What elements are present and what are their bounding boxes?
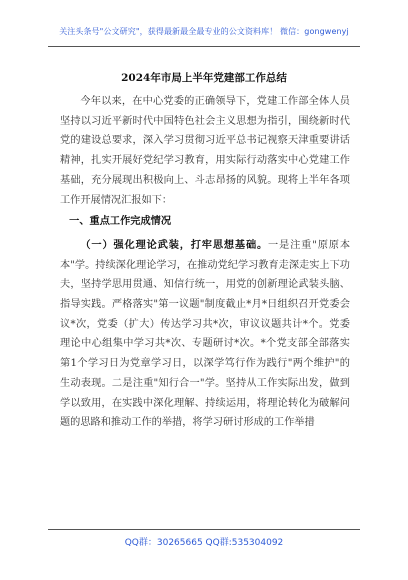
qq-group-footer: QQ群：30265665 QQ群:535304092 [124,538,284,548]
subsection-paragraph [60,236,350,433]
subsection-body: 一是注重"原原本本"学。持续深化理论学习，在推动党纪学习教育走深走实上下功夫，坚持学思用贯通、知信行统一，用党的创新理论武装头脑、指导实践。严格落实"第一议题"制度截止*月*日组织召开党委会议*次，党委（扩大）传达学习共*次，审议议题共计*个。党委理论中心组集中学习共*次、专题研讨*次。*个党支部全部落实第1个学习日为党章学习日，以深学笃行作为践行"两个维护"的生动表现。二是注重"知行合一"学。坚持从工作实际出发，做到学以致用，在实践中深化理解、持续运用，将理论转化为破解问题的思路和推动工作的举措，将学习研讨形成的工作举措 [60,239,351,429]
intro-paragraph: 今年以来，在中心党委的正确领导下，党建工作部全体人员坚持以习近平新时代中国特色社会主义思想为指引，围绕新时代党的建设总要求，深入学习贯彻习近平总书记视察天津重要讲话精神，扎实开展好党纪学习教育，用实际行动落实中心党建工作基础，充分展现出积极向上、斗志昂扬的风貌。现将上半年各项工作开展情况汇报如下： [60,96,350,206]
promo-header: 关注头条号"公文研究"，获得最新最全最专业的公文资料库！ 微信：gongwenyj [59,27,349,36]
document-body [60,92,350,433]
document-title: 2024年市局上半年党建部工作总结 [121,72,287,84]
section-heading: 一、重点工作完成情况 [69,215,172,228]
footer-divider [48,529,360,530]
header-divider [48,46,360,47]
subsection-heading: （一）强化理论武装，打牢思想基础。 [80,238,269,251]
